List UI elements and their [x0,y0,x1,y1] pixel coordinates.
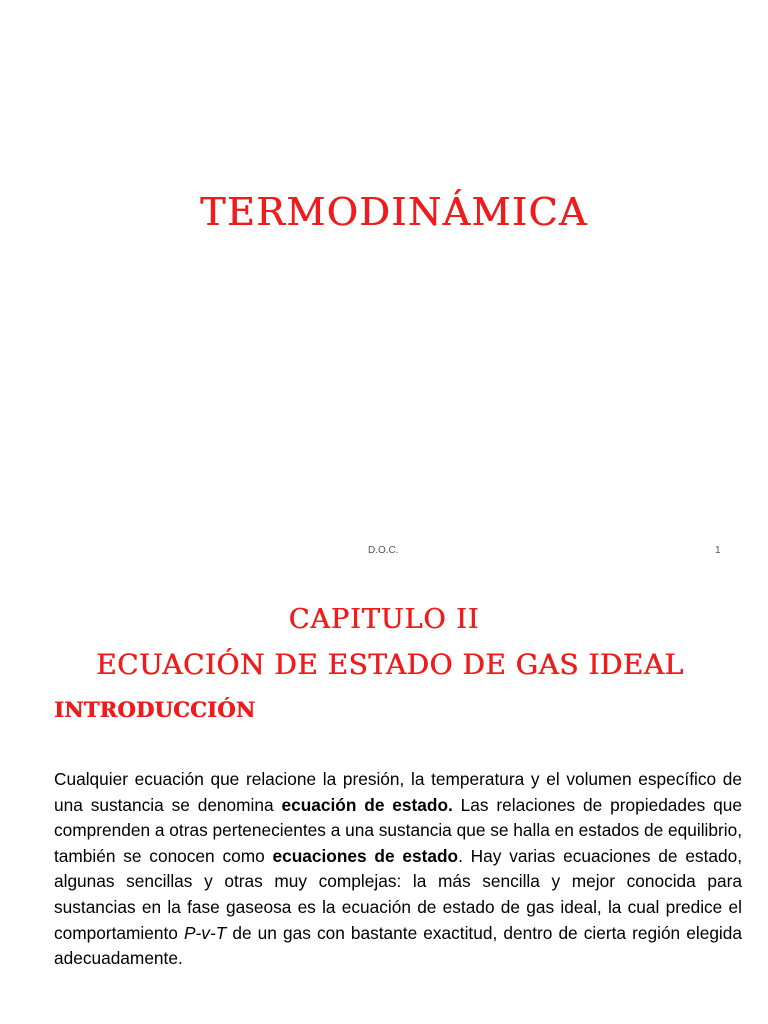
paragraph-text: . Hay varias ecuaciones de estado, algunas sencillas y otras muy complejas: la más sencilla y mejor conocida para sustancias en la fase gaseosa es la ecuación de estado de gas ideal, la cual predice el comportamiento [54,845,743,943]
bold-term-equations-of-state: ecuaciones de estado [272,845,459,866]
bold-term-equation-of-state: ecuación de estado. [281,794,453,815]
paragraph-text: Cualquier ecuación que relacione la presión, la temperatura y el volumen específico de una sustancia se denomina [54,769,742,815]
body-paragraph [54,767,742,972]
paragraph-text: de un gas con bastante exactitud, dentro de cierta región elegida adecuadamente. [54,922,742,969]
paragraph-text: Las relaciones de propiedades que comprenden a otras pertenecientes a una sustancia que se halla en estados de equilibrio, también se conocen como [54,794,742,866]
section-heading: INTRODUCCIÓN [54,697,256,722]
chapter-title: CAPITULO II [288,604,480,635]
italic-pvt: P-v-T [184,922,227,943]
document-title: TERMODINÁMICA [200,190,588,234]
page-number: 1 [715,545,721,556]
chapter-subtitle: ECUACIÓN DE ESTADO DE GAS IDEAL [96,648,684,681]
footer-author: D.O.C. [368,545,399,556]
